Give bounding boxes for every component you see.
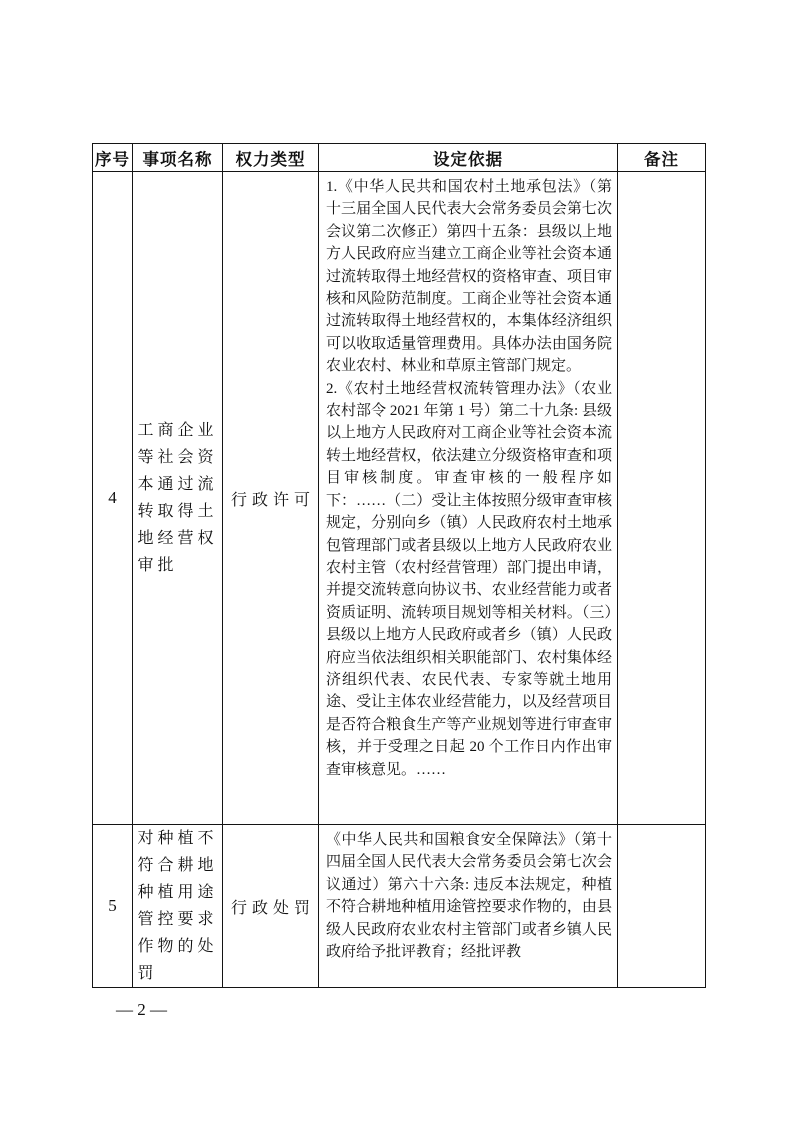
remark-cell	[618, 172, 706, 825]
table-header-row	[93, 144, 706, 172]
basis-paragraph: 2.《农村土地经营权流转管理办法》（农业农村部令 2021 年第 1 号）第二十九条: 县级以上地方人民政府对工商企业等社会资本流转土地经营权，依法建立分级资格审查和项目审核制度。审查审核的一般程序如下：……（二）受让主体按照分级审查审核规定，分别向乡（镇）人民政府农村土地承包管理部门或者县级以上地方人民政府农业农村主管（农村经营管理）部门提出申请，并提交流转意向协议书、农业经营能力或者资质证明、流转项目规划等相关材料。（三）县级以上地方人民政府或者乡（镇）人民政府应当依法组织相关职能部门、农村集体经济组织代表、农民代表、专家等就土地用途、受让主体农业经营能力，以及经营项目是否符合粮食生产等产业规划等进行审查审核，并于受理之日起 20 个工作日内作出审查审核意见。……	[326, 380, 612, 778]
header-item-name: 事项名称	[133, 144, 223, 172]
row-index: 5	[93, 825, 133, 988]
basis-paragraph: 1.《中华人民共和国农村土地承包法》（第十三届全国人民代表大会常务委员会第七次会议第二次修正）第四十五条：县级以上地方人民政府应当建立工商企业等社会资本通过流转取得土地经营权的资格审查、项目审核和风险防范制度。工商企业等社会资本通过流转取得土地经营权的，本集体经济组织可以收取适量管理费用。具体办法由国务院农业农村、林业和草原主管部门规定。	[326, 179, 612, 375]
table-row	[93, 825, 706, 988]
item-name-text: 对种植不符合耕地种植用途管控要求作物的处罚	[137, 830, 218, 982]
power-type-cell: 行政处罚	[223, 825, 319, 988]
item-name-text: 工商企业等社会资本通过流转取得土地经营权审批	[137, 422, 218, 574]
page-number: — 2 —	[116, 1000, 167, 1019]
basis-paragraph: 《中华人民共和国粮食安全保障法》（第十四届全国人民代表大会常务委员会第七次会议通过）第六十六条: 违反本法规定，种植不符合耕地种植用途管控要求作物的，由县级人民政府农业农村主管部门或者乡镇人民政府给予批评教育；经批评教	[326, 832, 612, 961]
remark-cell	[618, 825, 706, 988]
header-index: 序号	[93, 144, 133, 172]
table-row	[93, 172, 706, 825]
power-type-cell: 行政许可	[223, 172, 319, 825]
row-index: 4	[93, 172, 133, 825]
item-name-cell	[133, 172, 223, 825]
legal-basis-cell	[319, 825, 618, 988]
legal-basis-cell	[319, 172, 618, 825]
header-legal-basis: 设定依据	[319, 144, 618, 172]
powers-table	[92, 143, 706, 988]
header-remark: 备注	[618, 144, 706, 172]
item-name-cell	[133, 825, 223, 988]
header-power-type: 权力类型	[223, 144, 319, 172]
